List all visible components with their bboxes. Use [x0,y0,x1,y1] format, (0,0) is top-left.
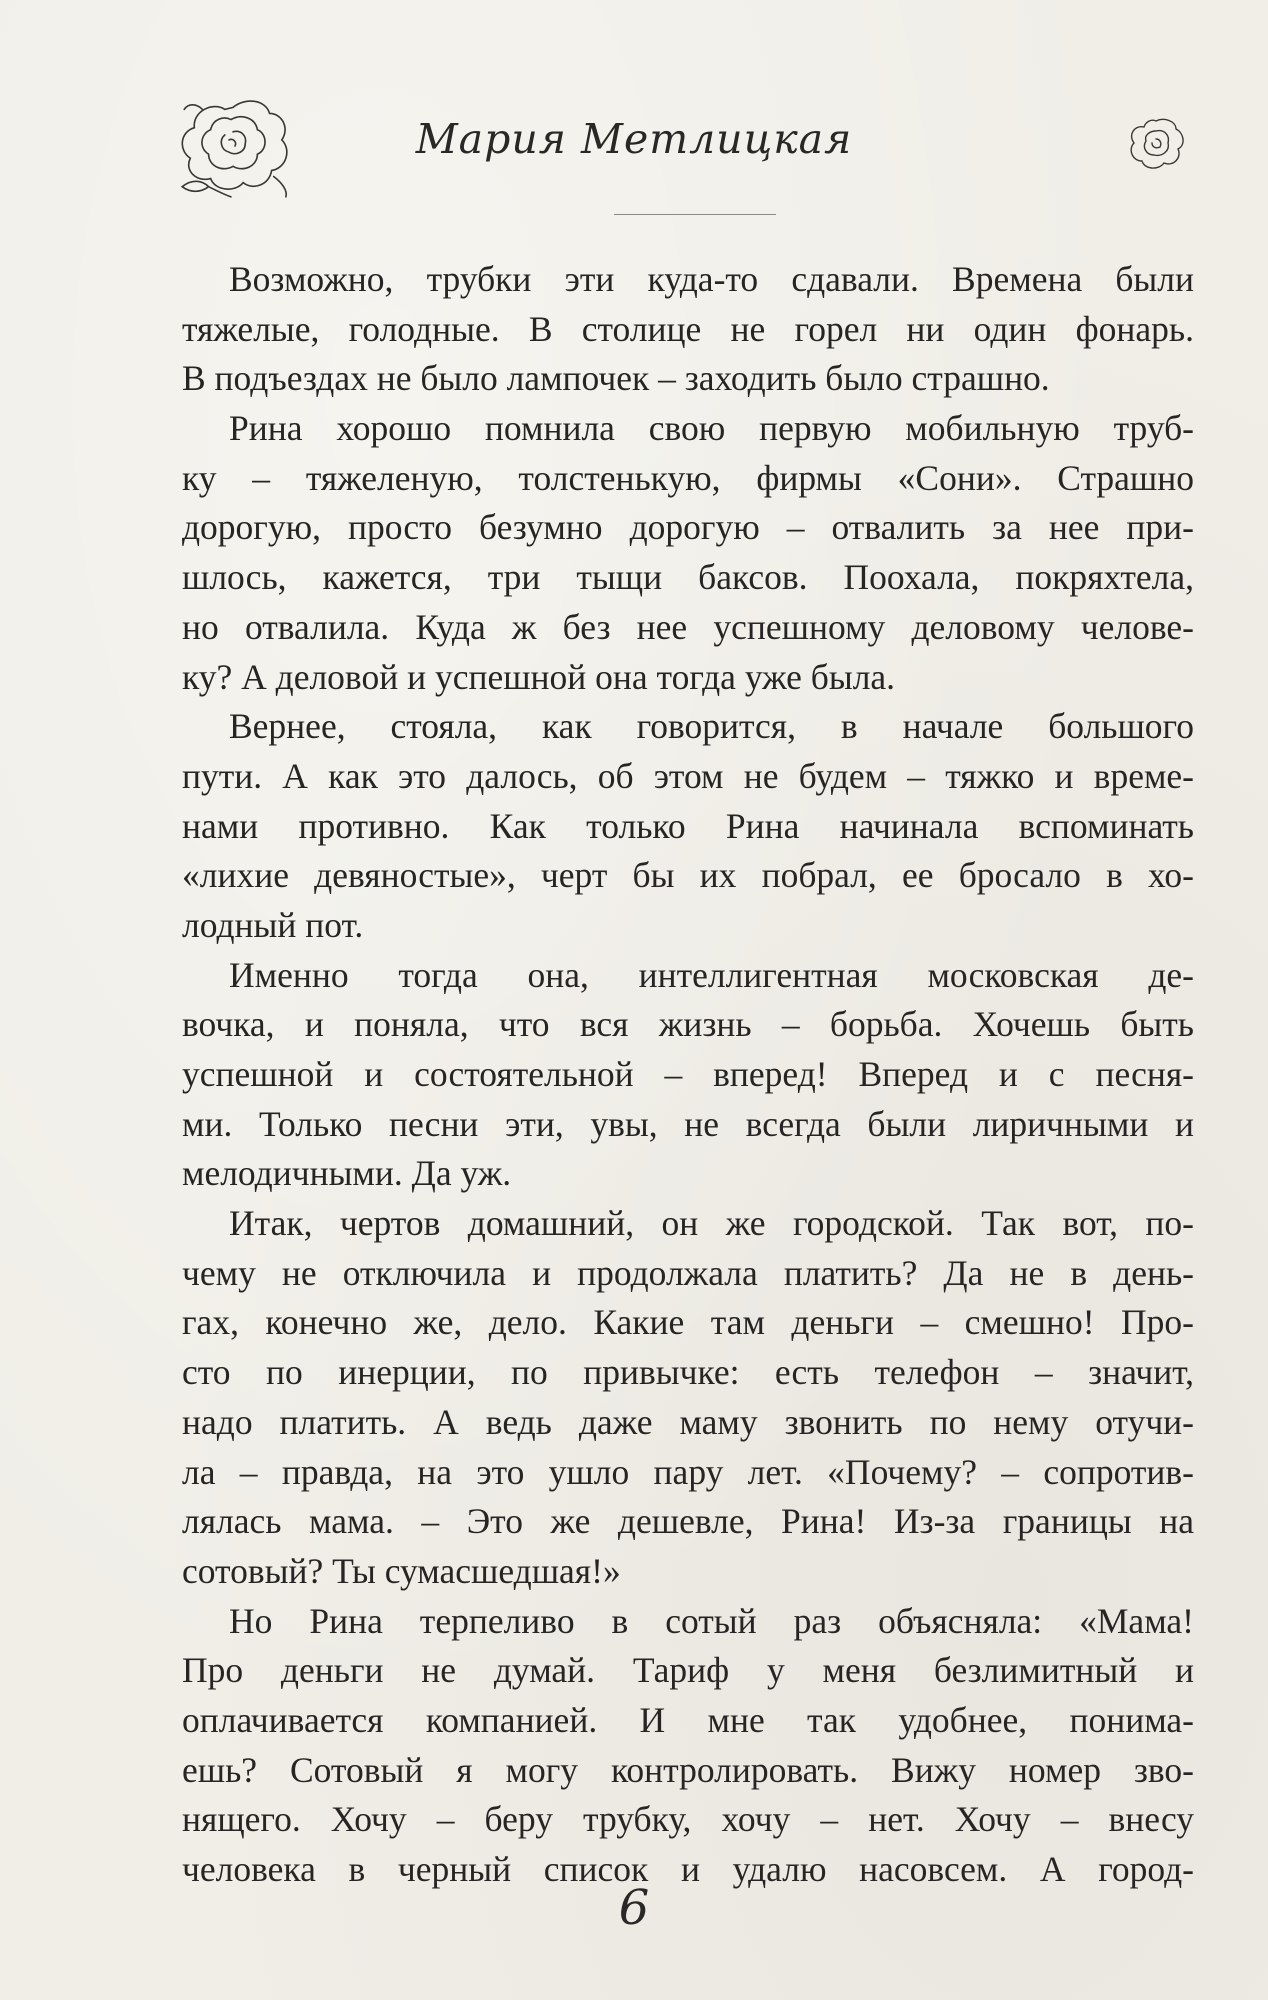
text-line: Но Рина терпеливо в сотый раз объясняла: «Мама! [229,1600,1194,1641]
text-line: Про деньги не думай. Тариф у меня безлимитный и [182,1650,1194,1691]
text-line: В подъездах не было лампочек – заходить было страшно. [182,358,1050,399]
text-line: Итак, чертов домашний, он же городской. Так вот, по- [229,1203,1194,1244]
text-line: оплачивается компанией. И мне так удобнее, понима- [182,1699,1194,1740]
text-line: шлось, кажется, три тыщи баксов. Поохала, покряхтела, [182,557,1194,598]
text-line: лялась мама. – Это же дешевле, Рина! Из-за границы на [182,1501,1194,1542]
text-line: дорогую, просто безумно дорогую – отвалить за нее при- [182,507,1194,548]
text-line: ку? А деловой и успешной она тогда уже была. [182,656,896,697]
text-line: пути. А как это далось, об этом не будем – тяжко и време- [182,755,1194,796]
page-header [0,85,1268,205]
text-line: Рина хорошо помнила свою первую мобильную труб- [229,408,1194,449]
page-number: 6 [618,1880,650,1936]
text-line: надо платить. А ведь даже маму звонить по нему отучи- [182,1401,1194,1442]
text-line: сотовый? Ты сумасшедшая!» [182,1550,621,1591]
text-line: Вернее, стояла, как говорится, в начале большого [229,706,1194,747]
text-line: Именно тогда она, интеллигентная московская де- [229,954,1194,995]
text-line: мелодичными. Да уж. [182,1153,512,1194]
rose-ornament-icon [1124,115,1188,173]
text-line: сто по инерции, по привычке: есть телефон – значит, [182,1352,1194,1393]
text-line: человека в черный список и удалю насовсем. А город- [182,1849,1194,1889]
text-line: Возможно, трубки эти куда-то сдавали. Времена были [229,259,1194,299]
running-head-author: Мария Метлицкая [415,115,853,163]
text-line: ешь? Сотовый я могу контролировать. Вижу номер зво- [182,1749,1194,1790]
text-line: нящего. Хочу – беру трубку, хочу – нет. Хочу – внесу [182,1799,1194,1840]
text-line: «лихие девяностые», черт бы их побрал, ее бросало в хо- [182,855,1194,896]
text-line: чему не отключила и продолжала платить? Да не в день- [182,1252,1194,1293]
header-rule [614,214,776,215]
text-line: вочка, и поняла, что вся жизнь – борьба. Хочешь быть [182,1004,1194,1045]
text-line: нами противно. Как только Рина начинала вспоминать [182,805,1194,846]
text-line: ла – правда, на это ушло пару лет. «Почему? – сопротив- [182,1451,1194,1492]
text-line: успешной и состоятельной – вперед! Вперед и с песня- [182,1054,1194,1094]
text-line: но отвалила. Куда ж без нее успешному деловому челове- [182,606,1194,647]
text-line: гах, конечно же, дело. Какие там деньги – смешно! Про- [182,1302,1194,1343]
text-line: ку – тяжеленую, толстенькую, фирмы «Сони». Страшно [182,457,1194,498]
text-line: лодный пот. [182,904,364,945]
page-body-text [182,255,1194,1895]
text-line: ми. Только песни эти, увы, не всегда были лиричными и [182,1103,1194,1144]
text-line: тяжелые, голодные. В столице не горел ни один фонарь. [182,308,1194,349]
